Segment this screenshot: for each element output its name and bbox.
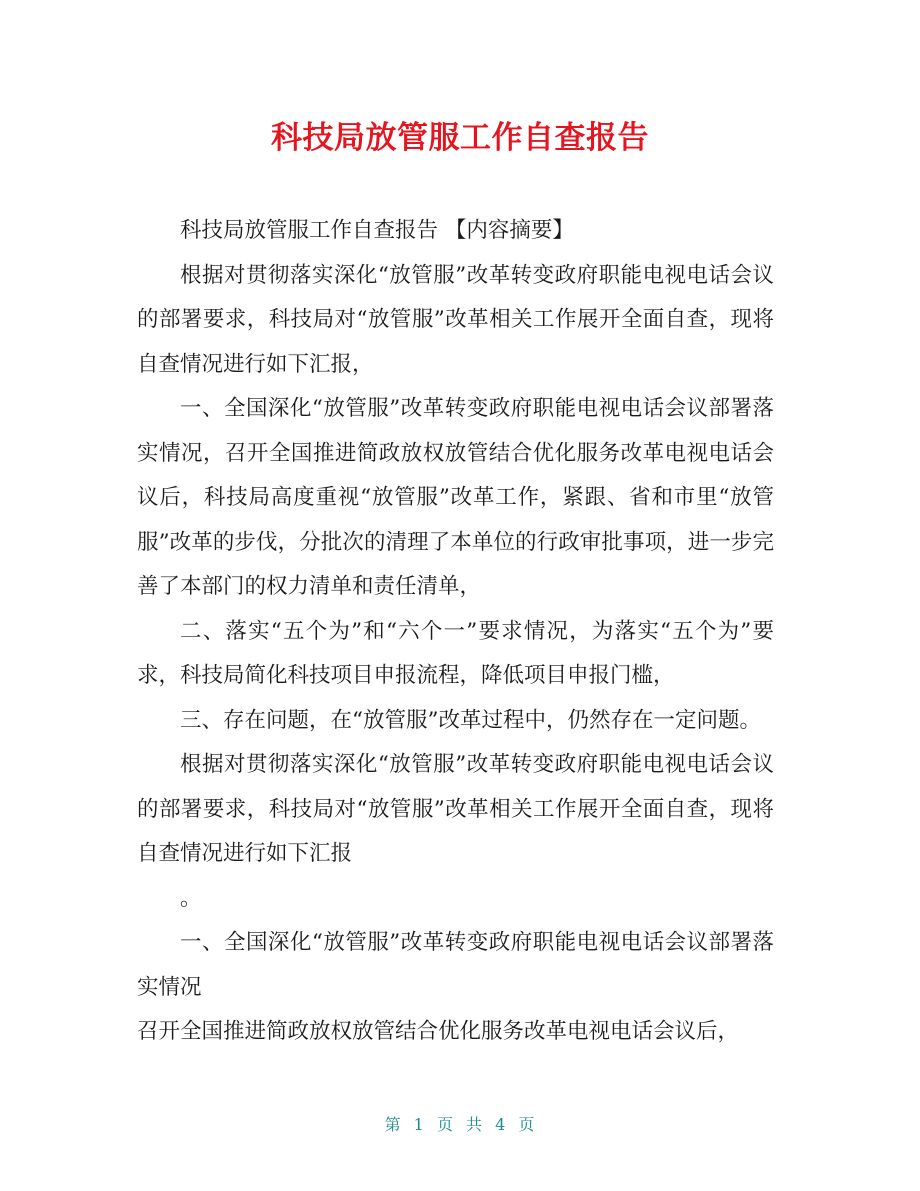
paragraph-section-two: 二、落实“五个为”和“六个一”要求情况，为落实“五个为”要求，科技局简化科技项目申报流程，降低项目申报门槛， bbox=[137, 618, 774, 688]
document-title: 科技局放管服工作自查报告 bbox=[271, 120, 649, 156]
paragraph-section-three: 三、存在问题，在“放管服”改革过程中，仍然存在一定问题。 bbox=[180, 707, 761, 733]
paragraph-section-one-body: 召开全国推进简政放权放管结合优化服务改革电视电话会议后， bbox=[137, 1019, 740, 1044]
paragraph-section-one: 一、全国深化“放管服”改革转变政府职能电视电话会议部署落实情况，召开全国推进简政放权放管结合优化服务改革电视电话会议后，科技局高度重视“放管服”改革工作，紧跟、省和市里“放管服”改革的步伐，分批次的清理了本单位的行政审批事项，进一步完善了本部门的权力清单和责任清单， bbox=[137, 396, 774, 599]
paragraph-section-one-heading: 一、全国深化“放管服”改革转变政府职能电视电话会议部署落实情况 bbox=[137, 930, 774, 1000]
paragraph-intro-repeat: 根据对贯彻落实深化“放管服”改革转变政府职能电视电话会议的部署要求，科技局对“放管服”改革相关工作展开全面自查，现将自查情况进行如下汇报 bbox=[137, 752, 774, 866]
page-number-footer: 第 1 页 共 4 页 bbox=[384, 1115, 536, 1134]
paragraph-intro: 根据对贯彻落实深化“放管服”改革转变政府职能电视电话会议的部署要求，科技局对“放管服”改革相关工作展开全面自查，现将自查情况进行如下汇报， bbox=[137, 262, 774, 377]
document-body bbox=[137, 209, 774, 1055]
paragraph-summary-heading: 科技局放管服工作自查报告 【内容摘要】 bbox=[180, 218, 574, 243]
paragraph-period: 。 bbox=[180, 885, 202, 911]
